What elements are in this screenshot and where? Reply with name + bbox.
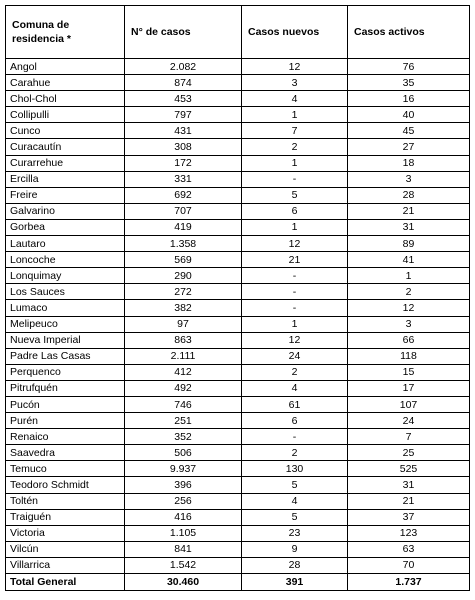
cell-casos: 97 xyxy=(125,316,242,332)
cell-casos: 453 xyxy=(125,91,242,107)
cell-casos: 9.937 xyxy=(125,461,242,477)
table-row xyxy=(6,429,470,445)
header-comuna: Comuna de residencia * xyxy=(6,6,125,59)
cell-casos-nuevos: 1 xyxy=(242,219,348,235)
cell-casos-activos: 1 xyxy=(348,268,470,284)
cell-casos-nuevos: 12 xyxy=(242,59,348,75)
cell-casos-activos: 31 xyxy=(348,477,470,493)
cell-comuna: Toltén xyxy=(6,493,125,509)
cell-casos-nuevos: - xyxy=(242,429,348,445)
cell-casos: 331 xyxy=(125,171,242,187)
cell-comuna: Villarrica xyxy=(6,557,125,573)
cell-casos-activos: 17 xyxy=(348,380,470,396)
cell-casos-nuevos: 4 xyxy=(242,91,348,107)
cell-casos-activos: 7 xyxy=(348,429,470,445)
table-row xyxy=(6,348,470,364)
total-casos-nuevos: 391 xyxy=(242,574,348,591)
cell-casos-nuevos: 21 xyxy=(242,252,348,268)
header-casos: N° de casos xyxy=(125,6,242,59)
cell-casos: 2.111 xyxy=(125,348,242,364)
cell-comuna: Freire xyxy=(6,187,125,203)
table-row xyxy=(6,316,470,332)
table-row xyxy=(6,75,470,91)
cell-casos-nuevos: - xyxy=(242,171,348,187)
table-row xyxy=(6,300,470,316)
cell-comuna: Lautaro xyxy=(6,236,125,252)
cell-casos-nuevos: 6 xyxy=(242,203,348,219)
cell-casos-nuevos: 1 xyxy=(242,107,348,123)
table-row xyxy=(6,123,470,139)
cell-casos-nuevos: 2 xyxy=(242,139,348,155)
cell-casos-nuevos: 24 xyxy=(242,348,348,364)
table-row xyxy=(6,445,470,461)
cell-casos-activos: 3 xyxy=(348,171,470,187)
cell-casos: 692 xyxy=(125,187,242,203)
cell-casos-activos: 3 xyxy=(348,316,470,332)
table-row xyxy=(6,107,470,123)
total-label: Total General xyxy=(6,574,125,591)
cell-casos: 569 xyxy=(125,252,242,268)
cell-comuna: Curarrehue xyxy=(6,155,125,171)
cell-comuna: Traiguén xyxy=(6,509,125,525)
cell-casos-activos: 21 xyxy=(348,493,470,509)
cell-casos-nuevos: 1 xyxy=(242,155,348,171)
cell-casos-activos: 45 xyxy=(348,123,470,139)
cell-comuna: Lonquimay xyxy=(6,268,125,284)
cell-comuna: Ercilla xyxy=(6,171,125,187)
cell-casos-nuevos: 61 xyxy=(242,396,348,412)
cell-casos-activos: 76 xyxy=(348,59,470,75)
cell-casos-activos: 35 xyxy=(348,75,470,91)
total-casos-activos: 1.737 xyxy=(348,574,470,591)
cell-casos: 492 xyxy=(125,380,242,396)
cell-casos-activos: 21 xyxy=(348,203,470,219)
table-row xyxy=(6,413,470,429)
cell-comuna: Renaico xyxy=(6,429,125,445)
cell-casos-nuevos: 4 xyxy=(242,380,348,396)
cell-comuna: Victoria xyxy=(6,525,125,541)
table-row xyxy=(6,541,470,557)
cell-casos-activos: 24 xyxy=(348,413,470,429)
cell-comuna: Curacautín xyxy=(6,139,125,155)
cell-casos-nuevos: 12 xyxy=(242,332,348,348)
cell-comuna: Galvarino xyxy=(6,203,125,219)
header-casos-nuevos: Casos nuevos xyxy=(242,6,348,59)
cell-casos-activos: 66 xyxy=(348,332,470,348)
cell-casos: 251 xyxy=(125,413,242,429)
cell-casos: 1.542 xyxy=(125,557,242,573)
cell-casos-nuevos: 28 xyxy=(242,557,348,573)
cell-comuna: Saavedra xyxy=(6,445,125,461)
cell-casos: 256 xyxy=(125,493,242,509)
cell-comuna: Gorbea xyxy=(6,219,125,235)
table-row xyxy=(6,236,470,252)
cell-casos: 874 xyxy=(125,75,242,91)
table-row xyxy=(6,268,470,284)
table-row xyxy=(6,91,470,107)
cell-casos: 416 xyxy=(125,509,242,525)
cell-casos-activos: 2 xyxy=(348,284,470,300)
cell-casos-activos: 31 xyxy=(348,219,470,235)
cell-casos: 352 xyxy=(125,429,242,445)
cell-casos: 431 xyxy=(125,123,242,139)
cell-comuna: Carahue xyxy=(6,75,125,91)
cell-casos-nuevos: - xyxy=(242,268,348,284)
cell-casos-nuevos: 130 xyxy=(242,461,348,477)
cell-casos-activos: 12 xyxy=(348,300,470,316)
table-row xyxy=(6,284,470,300)
cell-comuna: Purén xyxy=(6,413,125,429)
cell-casos-activos: 25 xyxy=(348,445,470,461)
cell-casos: 841 xyxy=(125,541,242,557)
cell-casos-nuevos: 5 xyxy=(242,187,348,203)
cell-comuna: Melipeuco xyxy=(6,316,125,332)
cell-casos-activos: 123 xyxy=(348,525,470,541)
cell-casos: 707 xyxy=(125,203,242,219)
cell-casos: 863 xyxy=(125,332,242,348)
cell-casos: 412 xyxy=(125,364,242,380)
table-row xyxy=(6,139,470,155)
cell-casos-activos: 15 xyxy=(348,364,470,380)
cell-casos-activos: 525 xyxy=(348,461,470,477)
cell-casos-activos: 41 xyxy=(348,252,470,268)
table-row xyxy=(6,477,470,493)
cell-casos-activos: 28 xyxy=(348,187,470,203)
table-row xyxy=(6,493,470,509)
total-casos: 30.460 xyxy=(125,574,242,591)
cell-comuna: Lumaco xyxy=(6,300,125,316)
cell-comuna: Cunco xyxy=(6,123,125,139)
table-row xyxy=(6,252,470,268)
cell-casos: 290 xyxy=(125,268,242,284)
cell-comuna: Vilcún xyxy=(6,541,125,557)
cell-casos-nuevos: 7 xyxy=(242,123,348,139)
cell-casos-activos: 118 xyxy=(348,348,470,364)
header-casos-activos: Casos activos xyxy=(348,6,470,59)
cell-casos-nuevos: 2 xyxy=(242,445,348,461)
cell-casos-nuevos: 2 xyxy=(242,364,348,380)
cell-casos-activos: 37 xyxy=(348,509,470,525)
cell-casos-activos: 18 xyxy=(348,155,470,171)
total-row xyxy=(6,574,470,591)
table-row xyxy=(6,364,470,380)
cell-comuna: Chol-Chol xyxy=(6,91,125,107)
cell-comuna: Los Sauces xyxy=(6,284,125,300)
cell-casos: 797 xyxy=(125,107,242,123)
cell-comuna: Pitrufquén xyxy=(6,380,125,396)
cell-casos: 419 xyxy=(125,219,242,235)
cell-casos: 308 xyxy=(125,139,242,155)
cell-casos: 382 xyxy=(125,300,242,316)
cell-casos-nuevos: 5 xyxy=(242,477,348,493)
cell-casos-activos: 70 xyxy=(348,557,470,573)
cell-casos-nuevos: 3 xyxy=(242,75,348,91)
cell-casos: 2.082 xyxy=(125,59,242,75)
table-row xyxy=(6,59,470,75)
cell-casos-activos: 107 xyxy=(348,396,470,412)
cell-casos: 746 xyxy=(125,396,242,412)
cell-casos: 396 xyxy=(125,477,242,493)
cell-casos-activos: 89 xyxy=(348,236,470,252)
cell-casos: 172 xyxy=(125,155,242,171)
cell-casos-nuevos: 23 xyxy=(242,525,348,541)
cell-casos-nuevos: 4 xyxy=(242,493,348,509)
cell-casos: 1.358 xyxy=(125,236,242,252)
table-row xyxy=(6,219,470,235)
cell-casos-nuevos: 9 xyxy=(242,541,348,557)
table-row xyxy=(6,461,470,477)
cell-comuna: Collipulli xyxy=(6,107,125,123)
table-row xyxy=(6,525,470,541)
cell-casos: 272 xyxy=(125,284,242,300)
cell-comuna: Temuco xyxy=(6,461,125,477)
cell-casos-activos: 40 xyxy=(348,107,470,123)
cell-casos-nuevos: - xyxy=(242,284,348,300)
table-row xyxy=(6,396,470,412)
cell-comuna: Angol xyxy=(6,59,125,75)
cell-comuna: Loncoche xyxy=(6,252,125,268)
table-body xyxy=(6,59,470,574)
cell-casos-nuevos: 6 xyxy=(242,413,348,429)
cell-comuna: Nueva Imperial xyxy=(6,332,125,348)
cases-by-commune-table xyxy=(5,5,470,591)
cell-casos-nuevos: 1 xyxy=(242,316,348,332)
cell-casos: 1.105 xyxy=(125,525,242,541)
table-row xyxy=(6,380,470,396)
table-row xyxy=(6,187,470,203)
table-row xyxy=(6,203,470,219)
cell-comuna: Pucón xyxy=(6,396,125,412)
cell-casos-nuevos: - xyxy=(242,300,348,316)
cell-casos-nuevos: 5 xyxy=(242,509,348,525)
table-row xyxy=(6,171,470,187)
cell-casos-activos: 16 xyxy=(348,91,470,107)
cell-comuna: Padre Las Casas xyxy=(6,348,125,364)
cell-casos: 506 xyxy=(125,445,242,461)
table-footer xyxy=(6,574,470,591)
table-row xyxy=(6,509,470,525)
table-header xyxy=(6,6,470,59)
cell-comuna: Teodoro Schmidt xyxy=(6,477,125,493)
table-row xyxy=(6,557,470,573)
cell-casos-activos: 63 xyxy=(348,541,470,557)
cell-casos-nuevos: 12 xyxy=(242,236,348,252)
header-row xyxy=(6,6,470,59)
cell-casos-activos: 27 xyxy=(348,139,470,155)
cell-comuna: Perquenco xyxy=(6,364,125,380)
table-row xyxy=(6,155,470,171)
table-row xyxy=(6,332,470,348)
